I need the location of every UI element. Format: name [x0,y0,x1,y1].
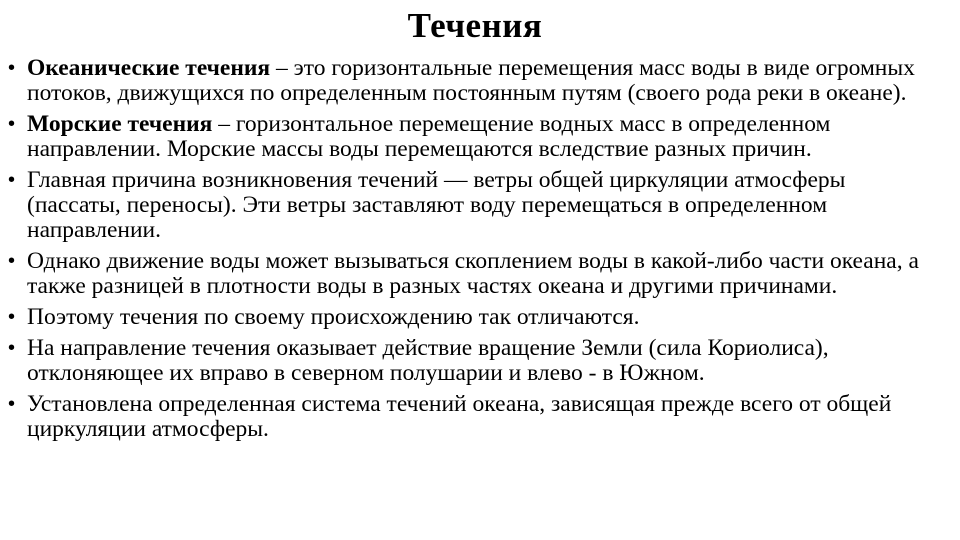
bullet-item [8,112,942,162]
bullet-text: Установлена определенная система течений океана, зависящая прежде всего от общей циркуляции атмосферы. [27,391,892,442]
bullet-marker: • [8,57,16,79]
term-oceanic-currents: Океанические течения [27,55,271,81]
bullet-marker: • [8,306,16,328]
bullet-text: На направление течения оказывает действие вращение Земли (сила Кориолиса), отклоняющее их вправо в северном полушарии и влево - в Южном. [27,335,829,386]
bullet-text: Главная причина возникновения течений — ветры общей циркуляции атмосферы (пассаты, переносы). Эти ветры заставляют воду перемещаться в определенном направлении. [27,167,846,243]
bullet-item [8,168,942,243]
term-sea-currents: Морские течения [27,111,213,137]
slide-title: Течения [407,6,543,45]
bullet-item [8,249,942,299]
bullet-item [8,56,942,106]
bullet-item [8,392,942,442]
bullet-text: Поэтому течения по своему происхождению так отличаются. [27,304,640,330]
bullet-marker: • [8,113,16,135]
bullet-item [8,305,942,330]
bullet-text: – горизонтальное перемещение водных масс в определенном направлении. Морские массы воды перемещаются вследствие разных причин. [27,111,831,162]
bullet-text: – это горизонтальные перемещения масс воды в виде огромных потоков, движущихся по определенным постоянным путям (своего рода реки в океане). [27,55,915,106]
bullet-marker: • [8,337,16,359]
bullet-marker: • [8,393,16,415]
bullet-marker: • [8,250,16,272]
bullet-text: Однако движение воды может вызываться скоплением воды в какой-либо части океана, а также разницей в плотности воды в разных частях океана и другими причинами. [27,248,919,299]
bullet-marker: • [8,169,16,191]
bullet-item [8,336,942,386]
bullet-list [8,56,942,442]
